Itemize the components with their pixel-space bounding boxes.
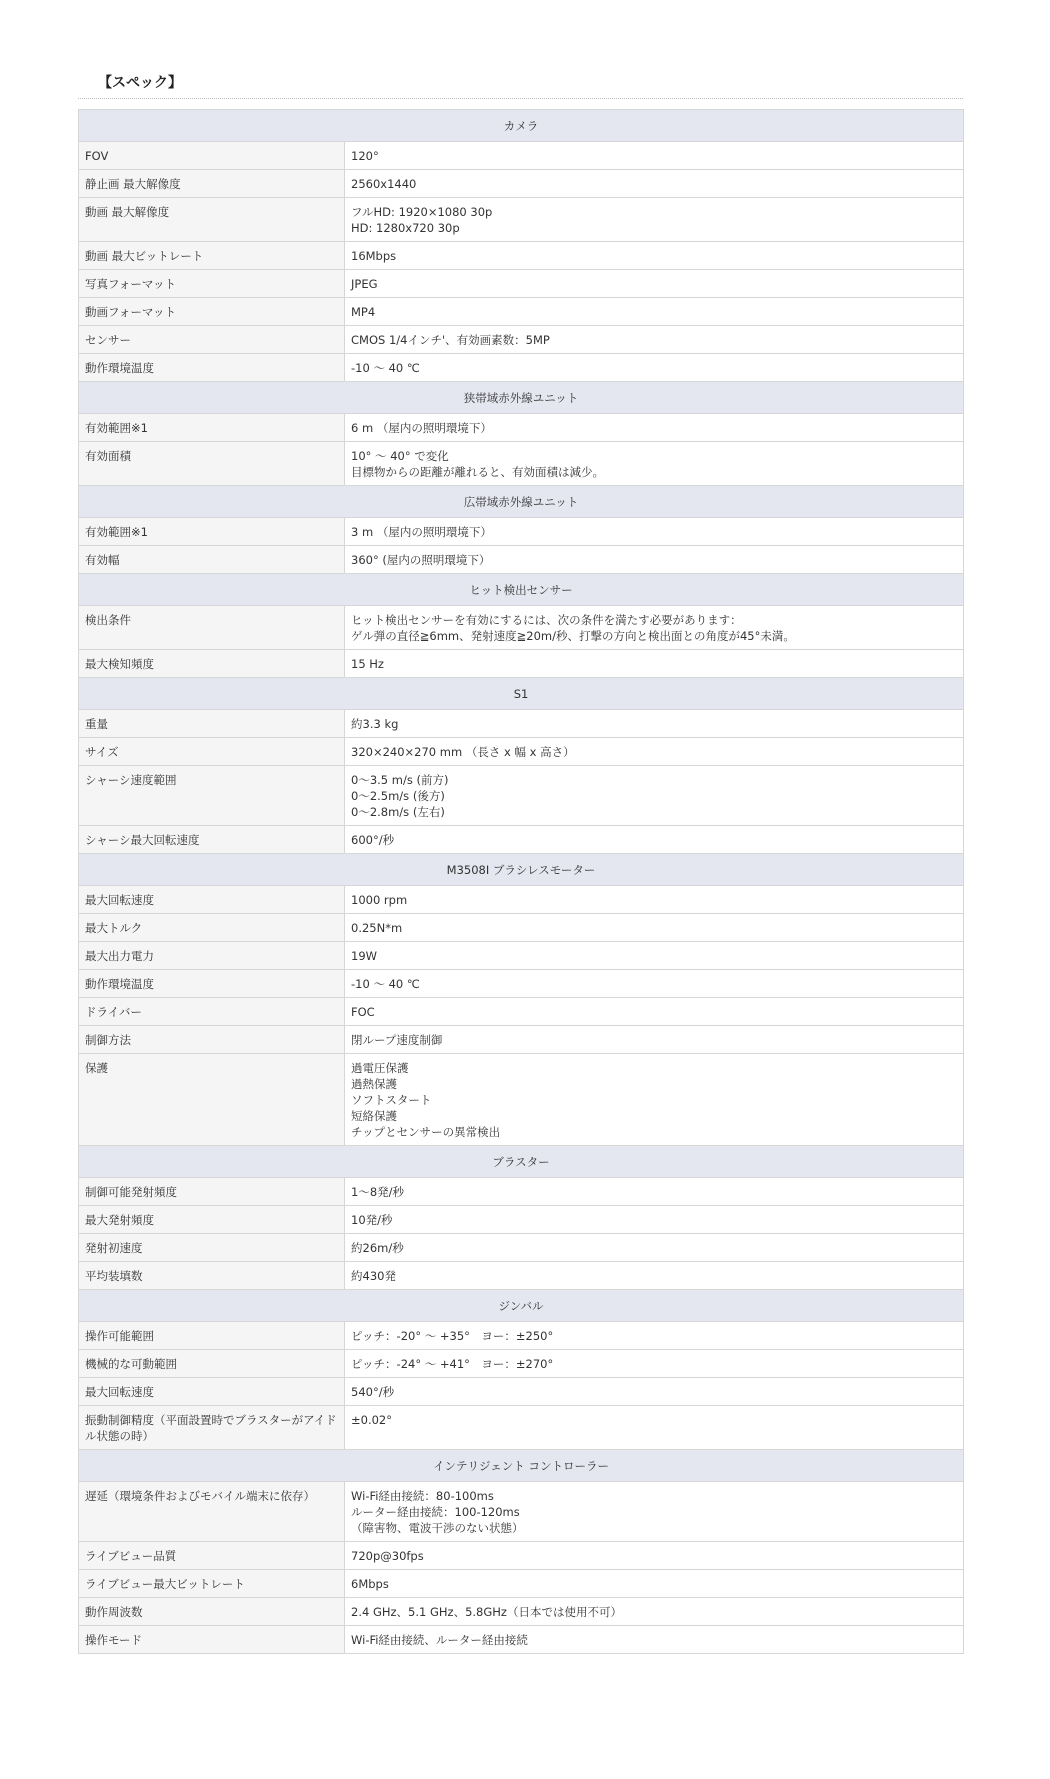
spec-value — [345, 766, 964, 826]
spec-value-line: 0.25N*m — [351, 921, 403, 935]
spec-label: センサー — [79, 326, 345, 354]
spec-value — [345, 1542, 964, 1570]
spec-value — [345, 198, 964, 242]
section-title: カメラ — [79, 110, 964, 142]
section-title: 広帯域赤外線ユニット — [79, 486, 964, 518]
spec-row — [79, 886, 964, 914]
spec-row — [79, 970, 964, 998]
spec-row — [79, 198, 964, 242]
section-title: インテリジェント コントローラー — [79, 1450, 964, 1482]
spec-value — [345, 1598, 964, 1626]
spec-value — [345, 914, 964, 942]
spec-value-line: 1000 rpm — [351, 893, 408, 907]
spec-label: 操作モード — [79, 1626, 345, 1654]
spec-value-line: 短絡保護 — [351, 1109, 397, 1123]
spec-table — [78, 109, 964, 1654]
spec-row — [79, 1262, 964, 1290]
spec-row — [79, 738, 964, 766]
spec-value-line: Wi-Fi経由接続、ルーター経由接続 — [351, 1633, 528, 1647]
spec-label: 動作環境温度 — [79, 970, 345, 998]
section-header-row — [79, 1290, 964, 1322]
section-title: 狭帯域赤外線ユニット — [79, 382, 964, 414]
spec-value-line: チップとセンサーの異常検出 — [351, 1125, 501, 1139]
spec-value — [345, 826, 964, 854]
spec-value-line: 10° ～ 40° で変化 — [351, 449, 449, 463]
spec-value — [345, 1054, 964, 1146]
spec-row — [79, 710, 964, 738]
section-title: S1 — [79, 678, 964, 710]
spec-value-line: ±0.02° — [351, 1413, 392, 1427]
spec-value — [345, 606, 964, 650]
spec-value-line: JPEG — [351, 277, 378, 291]
spec-value — [345, 1262, 964, 1290]
spec-label: 平均装填数 — [79, 1262, 345, 1290]
spec-label: 最大出力電力 — [79, 942, 345, 970]
spec-label: 有効幅 — [79, 546, 345, 574]
spec-label: 振動制御精度（平面設置時でブラスターがアイドル状態の時） — [79, 1406, 345, 1450]
spec-value-line: ゲル弾の直径≧6mm、発射速度≧20m/秒、打撃の方向と検出面との角度が45°未満。 — [351, 629, 795, 643]
section-header-row — [79, 574, 964, 606]
spec-row — [79, 142, 964, 170]
spec-value — [345, 1178, 964, 1206]
spec-label: 動作周波数 — [79, 1598, 345, 1626]
spec-value-line: 0～3.5 m/s (前方) — [351, 773, 449, 787]
spec-value-line: 120° — [351, 149, 379, 163]
spec-label: 動画 最大解像度 — [79, 198, 345, 242]
spec-value — [345, 242, 964, 270]
spec-row — [79, 414, 964, 442]
section-title: ヒット検出センサー — [79, 574, 964, 606]
spec-value — [345, 998, 964, 1026]
spec-row — [79, 650, 964, 678]
spec-label: 最大回転速度 — [79, 886, 345, 914]
spec-value-line: 6Mbps — [351, 1577, 389, 1591]
spec-value-line: 2.4 GHz、5.1 GHz、5.8GHz（日本では使用不可） — [351, 1605, 622, 1619]
spec-row — [79, 1234, 964, 1262]
spec-value — [345, 518, 964, 546]
spec-value-line: ソフトスタート — [351, 1093, 432, 1107]
spec-value-line: Wi-Fi経由接続：80-100ms — [351, 1489, 494, 1503]
spec-value-line: 15 Hz — [351, 657, 384, 671]
spec-value-line: 3 m （屋内の照明環境下） — [351, 525, 492, 539]
section-title: ジンバル — [79, 1290, 964, 1322]
spec-value — [345, 1206, 964, 1234]
spec-label: 最大検知頻度 — [79, 650, 345, 678]
spec-value-line: フルHD: 1920×1080 30p — [351, 205, 493, 219]
spec-row — [79, 914, 964, 942]
spec-value — [345, 738, 964, 766]
spec-value-line: 540°/秒 — [351, 1385, 395, 1399]
section-header-row — [79, 1146, 964, 1178]
spec-row — [79, 826, 964, 854]
spec-row — [79, 1542, 964, 1570]
spec-value-line: （障害物、電波干渉のない状態） — [351, 1521, 524, 1535]
spec-label: 重量 — [79, 710, 345, 738]
spec-label: シャーシ最大回転速度 — [79, 826, 345, 854]
section-header-row — [79, 678, 964, 710]
spec-label: 操作可能範囲 — [79, 1322, 345, 1350]
spec-row — [79, 1570, 964, 1598]
section-header-row — [79, 110, 964, 142]
spec-label: 遅延（環境条件およびモバイル端末に依存） — [79, 1482, 345, 1542]
spec-value — [345, 546, 964, 574]
spec-value — [345, 1234, 964, 1262]
spec-value — [345, 270, 964, 298]
spec-label: 機械的な可動範囲 — [79, 1350, 345, 1378]
spec-label: ドライバー — [79, 998, 345, 1026]
spec-row — [79, 546, 964, 574]
spec-label: 最大トルク — [79, 914, 345, 942]
spec-row — [79, 1378, 964, 1406]
title-divider — [78, 98, 963, 99]
spec-value-line: ピッチ：-20° ～ +35° ヨー：±250° — [351, 1329, 554, 1343]
spec-row — [79, 1598, 964, 1626]
spec-value-line: ルーター経由接続：100-120ms — [351, 1505, 520, 1519]
spec-value-line: 過電圧保護 — [351, 1061, 409, 1075]
spec-row — [79, 326, 964, 354]
spec-label: 制御可能発射頻度 — [79, 1178, 345, 1206]
spec-value — [345, 298, 964, 326]
section-header-row — [79, 486, 964, 518]
spec-label: サイズ — [79, 738, 345, 766]
spec-value — [345, 142, 964, 170]
spec-value — [345, 710, 964, 738]
spec-value-line: 6 m （屋内の照明環境下） — [351, 421, 492, 435]
spec-row — [79, 1178, 964, 1206]
spec-value — [345, 354, 964, 382]
spec-value-line: ヒット検出センサーを有効にするには、次の条件を満たす必要があります： — [351, 613, 742, 627]
spec-value-line: 約430発 — [351, 1269, 396, 1283]
spec-label: 検出条件 — [79, 606, 345, 650]
spec-value-line: 1～8発/秒 — [351, 1185, 405, 1199]
spec-value-line: 2560x1440 — [351, 177, 417, 191]
spec-value — [345, 970, 964, 998]
spec-label: ライブビュー品質 — [79, 1542, 345, 1570]
spec-value-line: 0～2.5m/s (後方) — [351, 789, 445, 803]
spec-row — [79, 942, 964, 970]
spec-value-line: 720p@30fps — [351, 1549, 424, 1563]
spec-value-line: 320×240×270 mm （長さ x 幅 x 高さ） — [351, 745, 575, 759]
spec-value-line: 10発/秒 — [351, 1213, 393, 1227]
spec-row — [79, 242, 964, 270]
section-header-row — [79, 382, 964, 414]
spec-label: ライブビュー最大ビットレート — [79, 1570, 345, 1598]
spec-value — [345, 1026, 964, 1054]
section-title: M3508I ブラシレスモーター — [79, 854, 964, 886]
spec-value — [345, 650, 964, 678]
spec-label: 有効範囲※1 — [79, 518, 345, 546]
spec-row — [79, 1322, 964, 1350]
spec-label: 最大発射頻度 — [79, 1206, 345, 1234]
spec-value-line: 約26m/秒 — [351, 1241, 404, 1255]
spec-value-line: -10 ～ 40 ℃ — [351, 361, 420, 375]
spec-value-line: 600°/秒 — [351, 833, 395, 847]
spec-label: 発射初速度 — [79, 1234, 345, 1262]
spec-value-line: ピッチ：-24° ～ +41° ヨー：±270° — [351, 1357, 554, 1371]
spec-label: 写真フォーマット — [79, 270, 345, 298]
spec-row — [79, 442, 964, 486]
spec-value-line: 目標物からの距離が離れると、有効面積は減少。 — [351, 465, 604, 479]
section-title: ブラスター — [79, 1146, 964, 1178]
spec-label: 動画 最大ビットレート — [79, 242, 345, 270]
spec-row — [79, 1206, 964, 1234]
spec-label: 有効範囲※1 — [79, 414, 345, 442]
spec-value — [345, 1482, 964, 1542]
spec-label: シャーシ速度範囲 — [79, 766, 345, 826]
spec-value — [345, 442, 964, 486]
spec-row — [79, 1482, 964, 1542]
spec-value — [345, 1378, 964, 1406]
spec-label: FOV — [79, 142, 345, 170]
spec-label: 保護 — [79, 1054, 345, 1146]
spec-value — [345, 1322, 964, 1350]
spec-value — [345, 170, 964, 198]
spec-value-line: HD: 1280x720 30p — [351, 221, 460, 235]
spec-value-line: 過熱保護 — [351, 1077, 397, 1091]
section-header-row — [79, 1450, 964, 1482]
spec-row — [79, 606, 964, 650]
spec-value — [345, 886, 964, 914]
spec-row — [79, 1054, 964, 1146]
spec-row — [79, 766, 964, 826]
spec-row — [79, 354, 964, 382]
spec-row — [79, 1626, 964, 1654]
spec-row — [79, 1406, 964, 1450]
spec-value-line: FOC — [351, 1005, 375, 1019]
spec-label: 動作環境温度 — [79, 354, 345, 382]
spec-value — [345, 1350, 964, 1378]
spec-value — [345, 1406, 964, 1450]
spec-value-line: 0～2.8m/s (左右) — [351, 805, 445, 819]
spec-value-line: 閉ループ速度制御 — [351, 1033, 443, 1047]
spec-row — [79, 170, 964, 198]
spec-value-line: 16Mbps — [351, 249, 397, 263]
spec-label: 静止画 最大解像度 — [79, 170, 345, 198]
spec-label: 有効面積 — [79, 442, 345, 486]
spec-label: 制御方法 — [79, 1026, 345, 1054]
spec-row — [79, 1026, 964, 1054]
spec-row — [79, 998, 964, 1026]
spec-value-line: 360° (屋内の照明環境下） — [351, 553, 491, 567]
spec-value-line: 約3.3 kg — [351, 717, 399, 731]
spec-value — [345, 1626, 964, 1654]
section-header-row — [79, 854, 964, 886]
spec-value-line: 19W — [351, 949, 378, 963]
spec-label: 最大回転速度 — [79, 1378, 345, 1406]
spec-value-line: MP4 — [351, 305, 376, 319]
spec-value-line: CMOS 1/4インチ'、有効画素数：5MP — [351, 333, 550, 347]
spec-value — [345, 414, 964, 442]
spec-value — [345, 326, 964, 354]
spec-row — [79, 270, 964, 298]
spec-label: 動画フォーマット — [79, 298, 345, 326]
spec-row — [79, 298, 964, 326]
spec-value — [345, 942, 964, 970]
page-title: 【スペック】 — [98, 75, 182, 91]
spec-row — [79, 518, 964, 546]
spec-table-body — [79, 110, 964, 1654]
spec-value-line: -10 ～ 40 ℃ — [351, 977, 420, 991]
spec-row — [79, 1350, 964, 1378]
spec-value — [345, 1570, 964, 1598]
